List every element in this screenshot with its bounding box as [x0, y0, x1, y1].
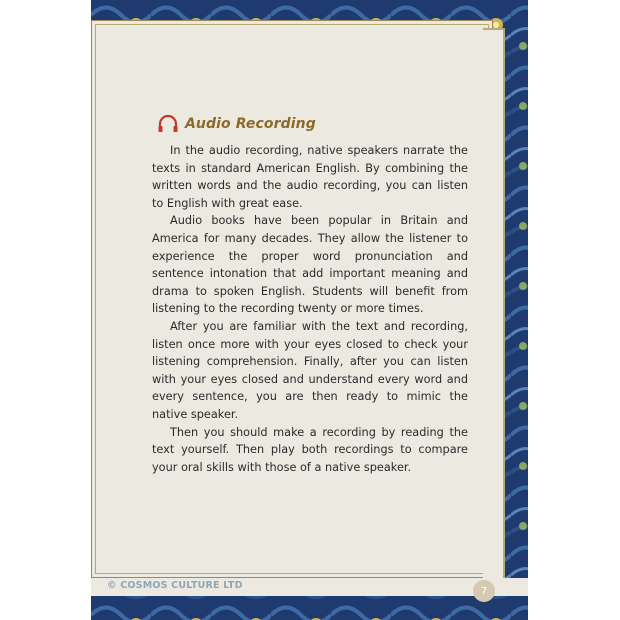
- publisher-brand: © COSMOS CULTURE LTD: [107, 580, 243, 591]
- paragraph-2: Audio books have been popular in Britain and America for many decades. They allow the listener to experience the proper word pronunciation and sentence intonation that add important meaning and drama to spoken English. Students will benefit from listening to the recording twenty or more times.: [152, 214, 468, 316]
- page-footer: [91, 578, 528, 596]
- section-title: Audio Recording: [185, 116, 316, 132]
- panel-step-border: [483, 28, 505, 582]
- headphones-icon: [157, 114, 179, 134]
- book-page: [91, 0, 528, 620]
- body-text: [152, 142, 468, 476]
- paragraph-3: After you are familiar with the text and recording, listen once more with your eyes closed to check your listening comprehension. Finally, after you can listen with your eyes closed and understand every word and every sentence, you are then ready to mimic the native speaker.: [152, 319, 468, 421]
- page-number: 7: [473, 580, 495, 602]
- paragraph-4: Then you should make a recording by reading the text yourself. Then play both recordings to compare your oral skills with those of a native speaker.: [152, 425, 468, 474]
- paragraph-1: In the audio recording, native speakers narrate the texts in standard American English. By combining the written words and the audio recording, you can listen to English with great ease.: [152, 144, 468, 210]
- section-heading: [157, 112, 316, 136]
